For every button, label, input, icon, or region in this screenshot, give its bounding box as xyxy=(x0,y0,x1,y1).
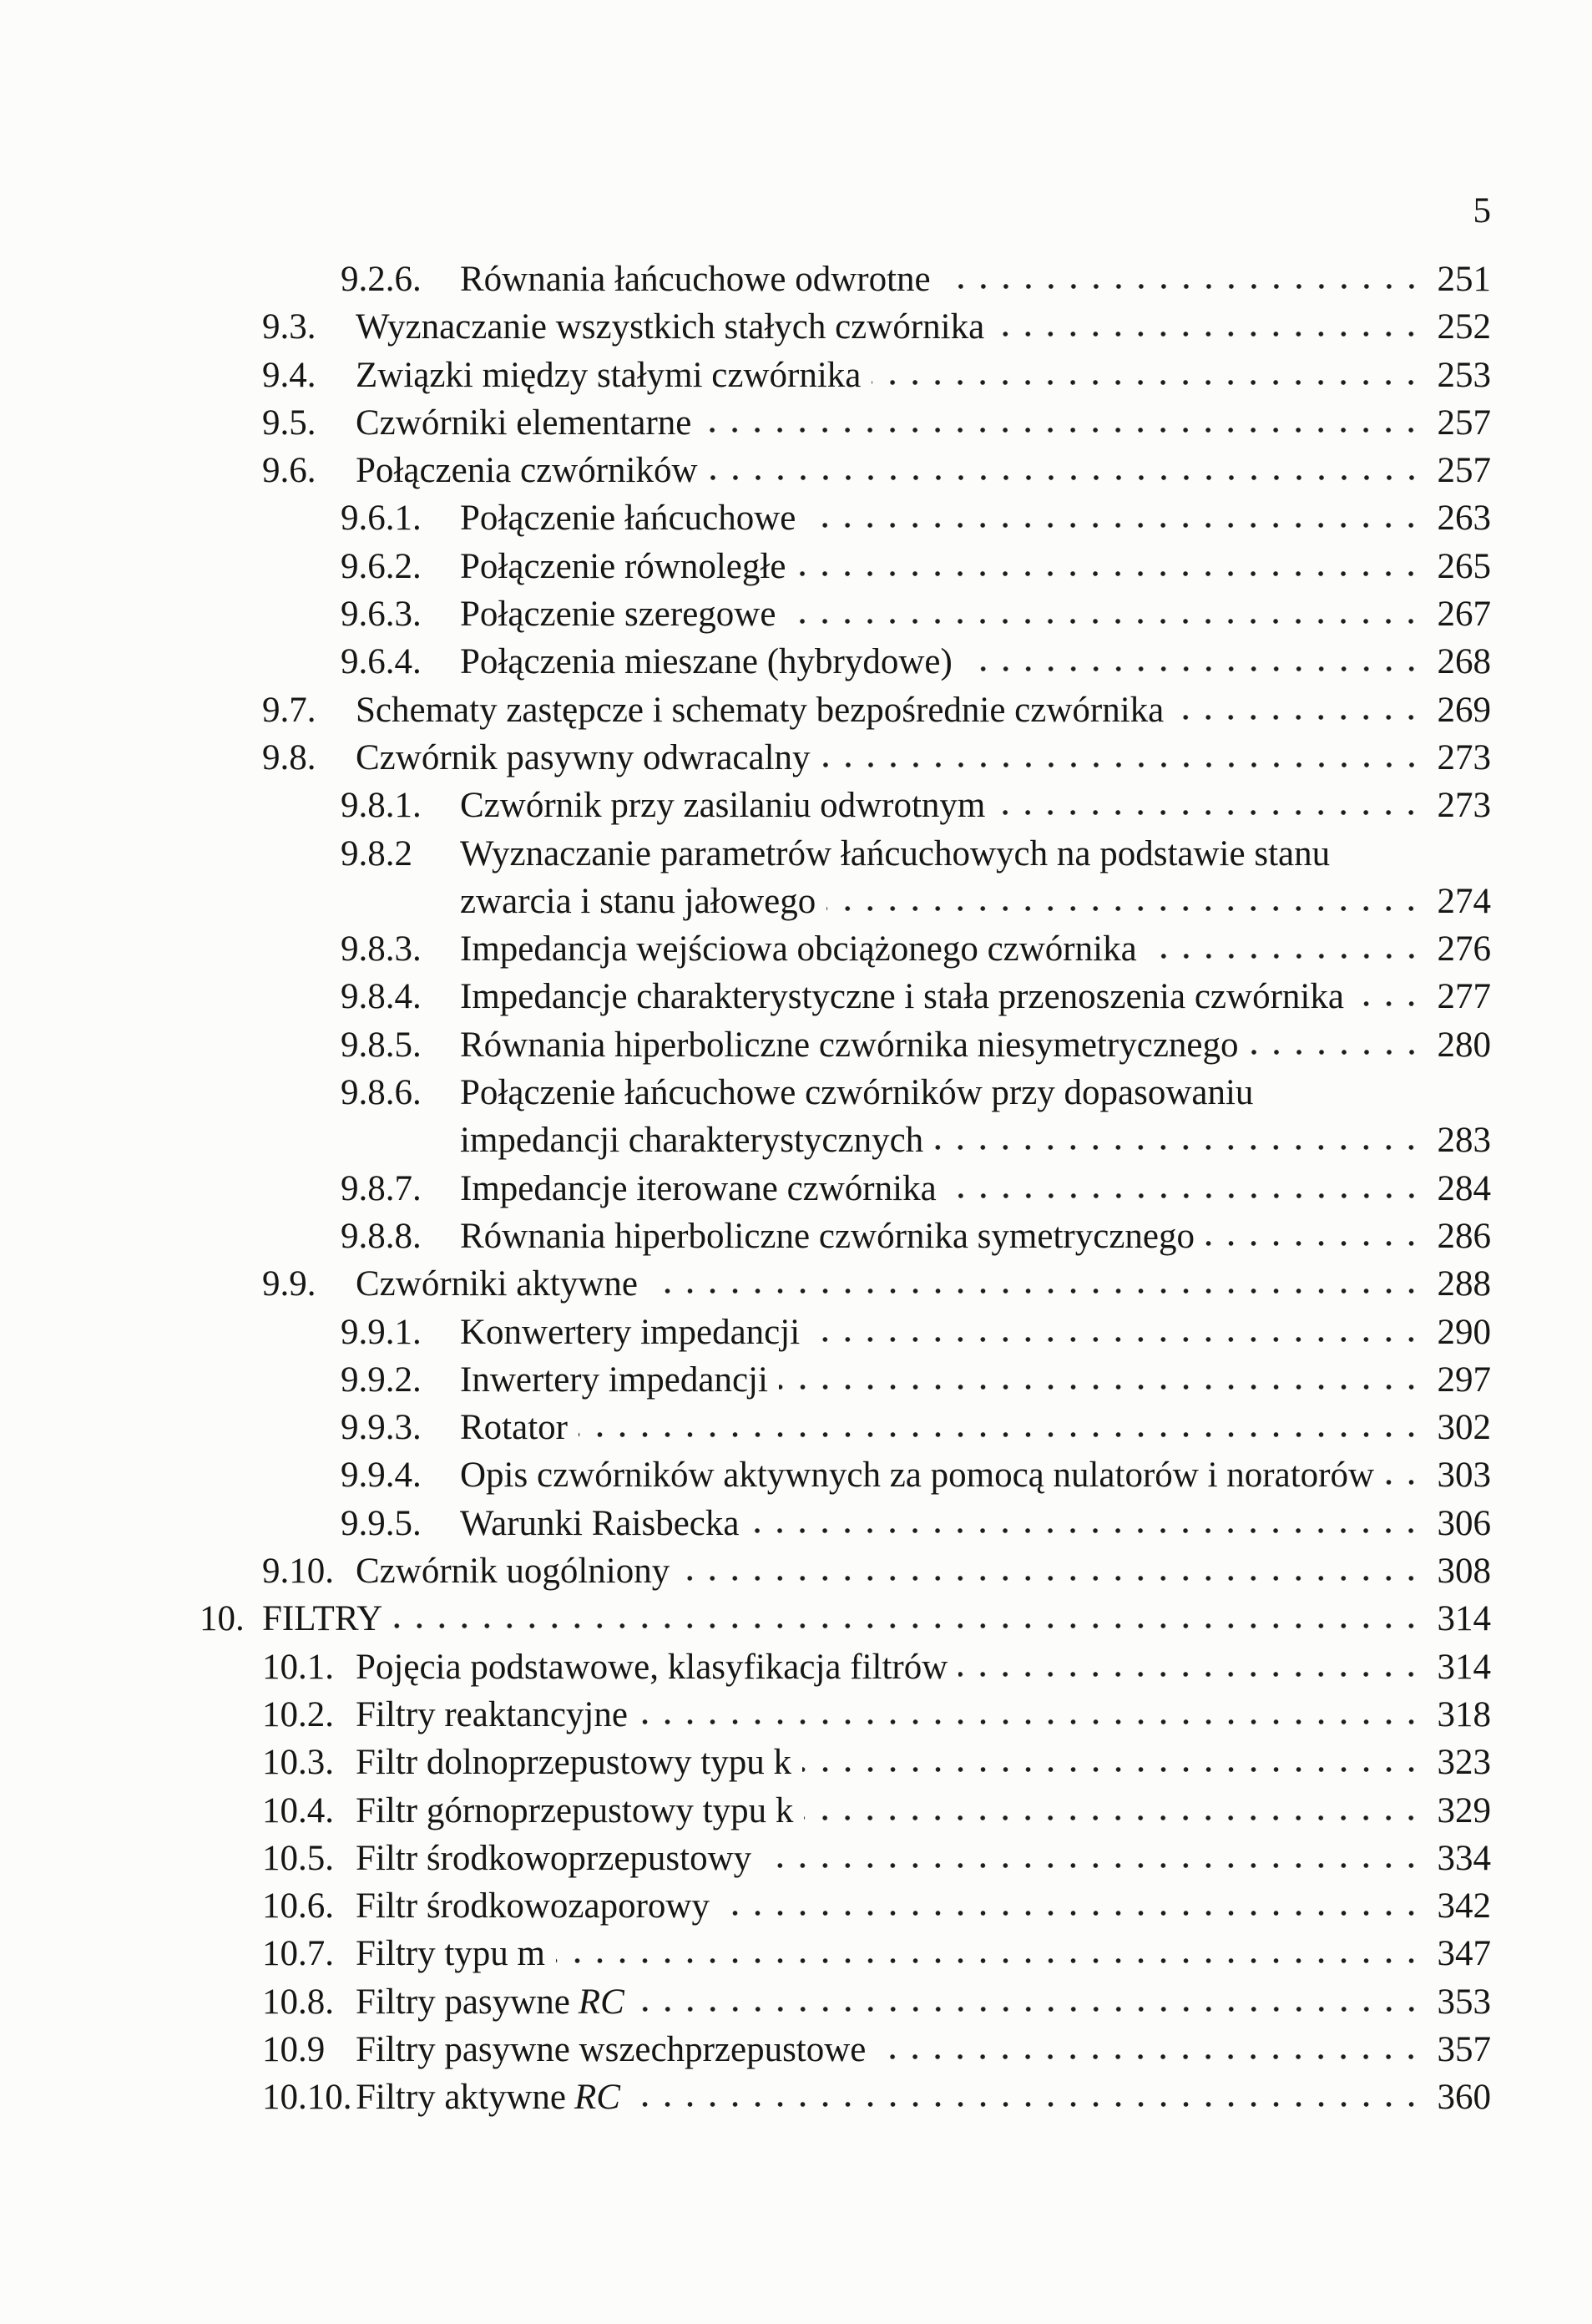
entry-title: Połączenia czwórników xyxy=(356,451,698,491)
entry-title: Równania hiperboliczne czwórnika symetrycznego xyxy=(460,1216,1195,1256)
dot-leader xyxy=(702,426,1423,434)
dot-leader xyxy=(1355,1000,1423,1008)
entry-page: 273 xyxy=(1437,737,1491,777)
entry-page: 357 xyxy=(1437,2029,1491,2069)
entry-title-continued: zwarcia i stanu jałowego xyxy=(460,881,816,921)
entry-page: 308 xyxy=(1437,1552,1491,1592)
toc-entry xyxy=(200,1930,1491,1977)
entry-page: 306 xyxy=(1437,1503,1491,1543)
entry-number: 9.8.3. xyxy=(341,929,422,970)
entry-page: 302 xyxy=(1437,1408,1491,1448)
entry-title: Filtr środkowoprzepustowy xyxy=(356,1838,752,1878)
entry-page: 274 xyxy=(1437,881,1491,921)
entry-number: 9.2.6. xyxy=(341,260,422,299)
entry-title: Związki między stałymi czwórnika xyxy=(356,355,862,395)
entry-number: 9.6.3. xyxy=(341,595,422,635)
entry-title: Połączenie łańcuchowe czwórników przy dopasowaniu xyxy=(460,1073,1254,1113)
dot-leader xyxy=(963,665,1423,673)
entry-title: Czwórnik przy zasilaniu odwrotnym xyxy=(460,786,986,826)
entry-number: 10.9 xyxy=(262,2029,326,2069)
entry-page: 263 xyxy=(1437,499,1491,539)
entry-page: 269 xyxy=(1437,690,1491,730)
toc-entry xyxy=(200,1787,1491,1835)
toc-entry xyxy=(200,2026,1491,2073)
entry-title: Schematy zastępcze i schematy bezpośrednie czwórnika xyxy=(356,690,1165,730)
entry-number: 9.4. xyxy=(262,355,316,395)
entry-number: 9.9.5. xyxy=(341,1503,422,1543)
dot-leader xyxy=(579,1430,1423,1439)
entry-number: 9.9.2. xyxy=(341,1359,422,1400)
toc-entry xyxy=(200,303,1491,351)
dot-leader xyxy=(995,330,1423,338)
dot-leader xyxy=(556,1957,1423,1965)
entry-page: 360 xyxy=(1437,2078,1491,2118)
toc-entry xyxy=(200,1069,1491,1116)
entry-title: Filtry pasywne xyxy=(356,1982,570,2022)
entry-title: Równania łańcuchowe odwrotne xyxy=(460,260,931,299)
entry-page: 347 xyxy=(1437,1934,1491,1974)
toc-entry xyxy=(200,1451,1491,1499)
dot-leader xyxy=(709,473,1423,482)
entry-title: Połączenia mieszane (hybrydowe) xyxy=(460,642,953,682)
entry-page: 334 xyxy=(1437,1838,1491,1878)
toc-entry xyxy=(200,1165,1491,1213)
toc-entry xyxy=(200,1882,1491,1930)
entry-number: 10.5. xyxy=(262,1838,334,1878)
entry-page: 252 xyxy=(1437,307,1491,347)
toc-entry xyxy=(200,256,1491,303)
toc-list xyxy=(200,256,1491,2122)
entry-number: 9.9.4. xyxy=(341,1456,422,1496)
entry-title: Czwórniki aktywne xyxy=(356,1264,638,1304)
dot-leader xyxy=(1175,713,1423,722)
dot-leader xyxy=(802,1765,1423,1774)
entry-number: 10.2. xyxy=(262,1694,334,1734)
toc-entry xyxy=(200,399,1491,447)
toc-entry xyxy=(200,447,1491,494)
entry-title: Filtry pasywne wszechprzepustowe xyxy=(356,2029,867,2069)
entry-number: 9.6.1. xyxy=(341,499,422,539)
entry-page: 253 xyxy=(1437,355,1491,395)
entry-title-italic: RC xyxy=(574,2078,620,2118)
entry-page: 277 xyxy=(1437,977,1491,1017)
entry-page: 267 xyxy=(1437,595,1491,635)
toc-entry xyxy=(200,686,1491,734)
entry-title: Czwórnik uogólniony xyxy=(356,1552,670,1592)
entry-number: 10.6. xyxy=(262,1886,334,1927)
entry-title: Impedancje iterowane czwórnika xyxy=(460,1168,937,1208)
entry-page: 257 xyxy=(1437,451,1491,491)
entry-number: 10. xyxy=(200,1599,245,1639)
entry-title: Filtry typu m xyxy=(356,1934,545,1974)
entry-page: 273 xyxy=(1437,786,1491,826)
toc-entry xyxy=(200,1021,1491,1069)
entry-number: 9.8.1. xyxy=(341,786,422,826)
entry-number: 9.6. xyxy=(262,451,316,491)
toc-entry xyxy=(200,973,1491,1020)
entry-number: 9.8.6. xyxy=(341,1073,422,1113)
entry-number: 9.8.7. xyxy=(341,1168,422,1208)
toc-entry xyxy=(200,352,1491,399)
toc-entry xyxy=(200,830,1491,878)
toc-entry xyxy=(200,1595,1491,1643)
dot-leader xyxy=(996,808,1423,817)
entry-page: 290 xyxy=(1437,1312,1491,1352)
dot-leader xyxy=(1205,1239,1423,1248)
entry-number: 9.3. xyxy=(262,307,316,347)
toc-entry xyxy=(200,494,1491,542)
entry-number: 9.7. xyxy=(262,690,316,730)
entry-title: Opis czwórników aktywnych za pomocą nulatorów i noratorów xyxy=(460,1456,1375,1496)
toc-entry xyxy=(200,2073,1491,2121)
entry-number: 9.10. xyxy=(262,1552,334,1592)
entry-page: 329 xyxy=(1437,1790,1491,1830)
entry-title: Rotator xyxy=(460,1408,568,1448)
entry-page: 268 xyxy=(1437,642,1491,682)
toc-entry xyxy=(200,925,1491,973)
entry-number: 9.6.4. xyxy=(341,642,422,682)
entry-title: Filtr górnoprzepustowy typu k xyxy=(356,1790,794,1830)
entry-page: 276 xyxy=(1437,929,1491,970)
toc-entry xyxy=(200,734,1491,782)
entry-title: Filtr dolnoprzepustowy typu k xyxy=(356,1743,791,1783)
entry-page: 265 xyxy=(1437,546,1491,586)
toc-entry xyxy=(200,1309,1491,1356)
entry-title: Czwórnik pasywny odwracalny xyxy=(356,737,811,777)
entry-title: Wyznaczanie parametrów łańcuchowych na podstawie stanu xyxy=(460,833,1331,873)
entry-number: 10.10. xyxy=(262,2078,352,2118)
dot-leader xyxy=(821,761,1423,769)
entry-title: Wyznaczanie wszystkich stałych czwórnika xyxy=(356,307,985,347)
entry-title-continued: impedancji charakterystycznych xyxy=(460,1121,924,1161)
entry-title: Czwórniki elementarne xyxy=(356,403,692,443)
toc-entry xyxy=(200,1356,1491,1404)
entry-title: Pojęcia podstawowe, klasyfikacja filtrów xyxy=(356,1647,948,1687)
dot-leader xyxy=(934,1143,1423,1152)
toc-entry xyxy=(200,1835,1491,1882)
dot-leader xyxy=(786,617,1423,625)
entry-title: Filtr środkowozaporowy xyxy=(356,1886,710,1927)
entry-number: 9.8.4. xyxy=(341,977,422,1017)
entry-page: 314 xyxy=(1437,1647,1491,1687)
entry-page: 303 xyxy=(1437,1456,1491,1496)
dot-leader xyxy=(942,282,1423,291)
dot-leader xyxy=(958,1670,1423,1678)
entry-number: 10.7. xyxy=(262,1934,334,1974)
entry-number: 10.4. xyxy=(262,1790,334,1830)
dot-leader xyxy=(796,570,1423,578)
page-number: 5 xyxy=(1473,191,1491,230)
entry-title: Inwertery impedancji xyxy=(460,1359,768,1400)
entry-title: Filtry aktywne xyxy=(356,2078,566,2118)
entry-page: 353 xyxy=(1437,1982,1491,2022)
dot-leader xyxy=(639,1718,1423,1726)
entry-title: Połączenie równoległe xyxy=(460,546,786,586)
dot-leader xyxy=(804,1814,1423,1822)
dot-leader xyxy=(720,1909,1423,1917)
entry-page: 286 xyxy=(1437,1216,1491,1256)
entry-number: 9.9.1. xyxy=(341,1312,422,1352)
entry-number: 9.8. xyxy=(262,737,316,777)
toc-entry xyxy=(200,1643,1491,1691)
entry-title: Warunki Raisbecka xyxy=(460,1503,740,1543)
dot-leader xyxy=(762,1861,1423,1870)
entry-page: 314 xyxy=(1437,1599,1491,1639)
dot-leader xyxy=(393,1622,1423,1630)
entry-number: 10.3. xyxy=(262,1743,334,1783)
toc-entry xyxy=(200,1547,1491,1595)
dot-leader xyxy=(1148,952,1423,960)
entry-title-italic: RC xyxy=(578,1982,624,2022)
toc-entry xyxy=(200,1404,1491,1451)
toc-entry xyxy=(200,543,1491,590)
dot-leader xyxy=(948,1192,1423,1200)
toc-entry xyxy=(200,1978,1491,2026)
entry-number: 9.8.5. xyxy=(341,1025,422,1065)
entry-number: 9.6.2. xyxy=(341,546,422,586)
dot-leader xyxy=(872,378,1423,387)
entry-title: Impedancja wejściowa obciążonego czwórnika xyxy=(460,929,1137,970)
entry-title: Impedancje charakterystyczne i stała przenoszenia czwórnika xyxy=(460,977,1344,1017)
dot-leader xyxy=(680,1574,1423,1582)
dot-leader xyxy=(811,1335,1423,1344)
dot-leader xyxy=(877,2053,1423,2061)
entry-number: 9.8.8. xyxy=(341,1216,422,1256)
toc-entry xyxy=(200,638,1491,686)
dot-leader xyxy=(1385,1478,1423,1486)
entry-number: 9.9. xyxy=(262,1264,316,1304)
toc-entry xyxy=(200,782,1491,829)
dot-leader xyxy=(1250,1048,1423,1056)
entry-page: 318 xyxy=(1437,1694,1491,1734)
toc-entry xyxy=(200,1691,1491,1739)
entry-number: 9.5. xyxy=(262,403,316,443)
dot-leader xyxy=(806,521,1423,529)
dot-leader xyxy=(750,1527,1423,1535)
entry-page: 251 xyxy=(1437,260,1491,299)
toc-entry-continuation xyxy=(200,878,1491,925)
entry-page: 284 xyxy=(1437,1168,1491,1208)
entry-page: 280 xyxy=(1437,1025,1491,1065)
toc-entry xyxy=(200,590,1491,638)
entry-number: 9.8.2 xyxy=(341,833,412,873)
dot-leader xyxy=(649,1287,1423,1295)
entry-page: 342 xyxy=(1437,1886,1491,1927)
entry-number: 9.9.3. xyxy=(341,1408,422,1448)
entry-page: 297 xyxy=(1437,1359,1491,1400)
dot-leader xyxy=(779,1383,1423,1391)
entry-title: Połączenie łańcuchowe xyxy=(460,499,796,539)
toc-entry-continuation xyxy=(200,1116,1491,1164)
entry-page: 257 xyxy=(1437,403,1491,443)
toc-entry xyxy=(200,1213,1491,1260)
toc-entry xyxy=(200,1500,1491,1547)
dot-leader xyxy=(631,2100,1423,2109)
toc-entry xyxy=(200,1260,1491,1308)
entry-title: FILTRY xyxy=(262,1599,383,1639)
entry-title: Połączenie szeregowe xyxy=(460,595,776,635)
dot-leader xyxy=(635,2005,1423,2013)
dot-leader xyxy=(826,904,1423,913)
entry-number: 10.1. xyxy=(262,1647,334,1687)
entry-title: Równania hiperboliczne czwórnika niesymetrycznego xyxy=(460,1025,1239,1065)
entry-title: Konwertery impedancji xyxy=(460,1312,801,1352)
entry-number: 10.8. xyxy=(262,1982,334,2022)
entry-page: 288 xyxy=(1437,1264,1491,1304)
entry-page: 323 xyxy=(1437,1743,1491,1783)
entry-page: 283 xyxy=(1437,1121,1491,1161)
entry-title: Filtry reaktancyjne xyxy=(356,1694,628,1734)
toc-entry xyxy=(200,1739,1491,1786)
